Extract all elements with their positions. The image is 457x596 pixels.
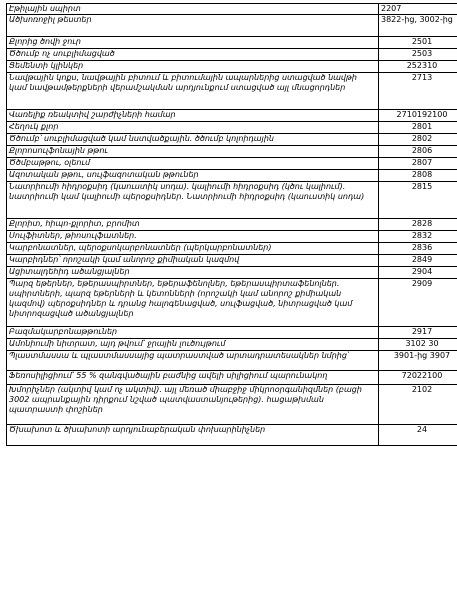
product-code-cell: 2801 <box>379 122 457 134</box>
table-row <box>7 339 457 351</box>
table-row <box>7 110 457 122</box>
product-code-cell: 2802 <box>379 134 457 146</box>
product-code-cell: 2713 <box>379 73 457 110</box>
table-row <box>7 243 457 255</box>
table-row <box>7 182 457 219</box>
product-name-cell: Ֆեռոսիլիցիում՝ 55 % զանգվածային բաժնից ավելի սիլիցիում պարունակող <box>7 371 379 385</box>
product-name-cell: Ացիտալդեհիդ ածանցյալներ <box>7 267 379 279</box>
product-code-cell: 2904 <box>379 267 457 279</box>
product-name-cell: Ծծմբաթթու, օլեում <box>7 158 379 170</box>
product-name-cell: Հեղուկ քլոր <box>7 122 379 134</box>
product-name-cell: Նավթային կոքս, նավթային բիտում և բիտումային ապարներից ստացված նավթի կամ նավթամթերքների վերամշակման արդյունքում ստացված այլ մնացորդներ <box>7 73 379 110</box>
product-code-cell: 24 <box>379 425 457 446</box>
table-row <box>7 73 457 110</box>
product-name-cell: Կարբիդներ՝ որոշակի կամ անորոշ քիմիական կազմով <box>7 255 379 267</box>
table-row <box>7 37 457 49</box>
product-code-cell: 2503 <box>379 49 457 61</box>
product-name-cell: Ծխախոտ և ծխախոտի արդյունաբերական փոխարինիչներ <box>7 425 379 446</box>
product-name-cell: Ծծումբ՝ սուբլիմացված կամ նստվածքային. ծծումբ կոլոիդային <box>7 134 379 146</box>
table-row <box>7 255 457 267</box>
product-name-cell: Քլորիտ, հիպո-քլորիտ, բրոմիտ <box>7 219 379 231</box>
product-code-cell: 2806 <box>379 146 457 158</box>
product-code-cell: 2207 <box>379 4 457 15</box>
table-row <box>7 351 457 371</box>
product-code-cell: 2832 <box>379 231 457 243</box>
product-name-cell: Պլաստմասսա և պլաստմասսայից պատրաստված արտադրատեսակներ նմրից՝ <box>7 351 379 371</box>
product-name-cell: Բազմակարբոնաթթուներ <box>7 327 379 339</box>
table-row <box>7 219 457 231</box>
product-code-cell: 252310 <box>379 61 457 73</box>
product-code-cell: 2849 <box>379 255 457 267</box>
product-code-cell: 3102 30 <box>379 339 457 351</box>
table-row <box>7 327 457 339</box>
product-code-cell: 2815 <box>379 182 457 219</box>
table-row <box>7 231 457 243</box>
product-name-cell: Ամոնիումի նիտրատ, այդ թվում՝ ջրային լուծույթում <box>7 339 379 351</box>
table-row <box>7 267 457 279</box>
table-row <box>7 15 457 37</box>
table-row <box>7 279 457 327</box>
product-name-cell: Ցեմենտի կլինկեր <box>7 61 379 73</box>
product-name-cell: Խմորիչներ (ակտիվ կամ ոչ ակտիվ). այլ մեռած միաբջիջ միկրոօրգանիզմներ (բացի 3002 ապրանքային դիրքում նշված պատվաստանյութերից). հացաթխման պատրաստի փոշիներ <box>7 385 379 425</box>
chemicals-code-table <box>6 3 457 446</box>
product-name-cell: Ազոտական թթու, սուլֆազոտական թթուներ <box>7 170 379 182</box>
table-row <box>7 371 457 385</box>
table-row <box>7 158 457 170</box>
product-code-cell: 2917 <box>379 327 457 339</box>
table-row <box>7 122 457 134</box>
product-name-cell: Քլորոսուլֆոնային թթու <box>7 146 379 158</box>
table-row <box>7 4 457 15</box>
table-row <box>7 170 457 182</box>
table-row <box>7 425 457 446</box>
product-code-cell: 2501 <box>379 37 457 49</box>
table-row <box>7 49 457 61</box>
product-code-cell: 2808 <box>379 170 457 182</box>
product-name-cell: Քլորից ծովի ջուր <box>7 37 379 49</box>
product-name-cell: Նատրիումի հիդրօքսիդ (կաուստիկ սոդա). կալիումի հիդրօքսիդ (կծու կալիում). նատրիումի կամ կալիումի պերօքսիդներ. Նատրիումի հիդրօքսիդ (կաուստիկ սոդա) <box>7 182 379 219</box>
product-code-cell: 2102 <box>379 385 457 425</box>
product-name-cell: Ածխոռոջիլ թեստեր <box>7 15 379 37</box>
product-code-cell: 2807 <box>379 158 457 170</box>
product-code-cell: 3901-ից 3907 <box>379 351 457 371</box>
table-row <box>7 385 457 425</box>
table-row <box>7 146 457 158</box>
product-name-cell: Կարբոնատներ, պերօքսոկարբոնատներ (պերկարբոնատներ) <box>7 243 379 255</box>
product-code-cell: 2909 <box>379 279 457 327</box>
table-row <box>7 134 457 146</box>
product-name-cell: Վառելիք ռեակտիվ շարժիչների համար <box>7 110 379 122</box>
table-body <box>7 4 457 446</box>
product-code-cell: 2836 <box>379 243 457 255</box>
product-code-cell: 2710192100 <box>379 110 457 122</box>
product-name-cell: Էթիլային սպիրտ <box>7 4 379 15</box>
product-name-cell: Պարզ եթերներ, եթերասպիրտներ, եթերաֆենոլներ, եթերասպիրտաֆենոլներ. սպիրտների, պարզ եթերների և կետոնների (որոշակի կամ անորոշ քիմիական կազմով) պերօքսիդներ և դրանց հալոգենացված, սուլֆացված, նիտրացված կամ նիտրոզացված ածանցյալներ <box>7 279 379 327</box>
product-name-cell: Սուլֆիտներ, թիոսուլֆատներ. <box>7 231 379 243</box>
product-code-cell: 2828 <box>379 219 457 231</box>
product-name-cell: Ծծումբ ոչ սուբլիմացված <box>7 49 379 61</box>
product-code-cell: 3822-ից, 3002-ից <box>379 15 457 37</box>
table-row <box>7 61 457 73</box>
product-code-cell: 72022100 <box>379 371 457 385</box>
